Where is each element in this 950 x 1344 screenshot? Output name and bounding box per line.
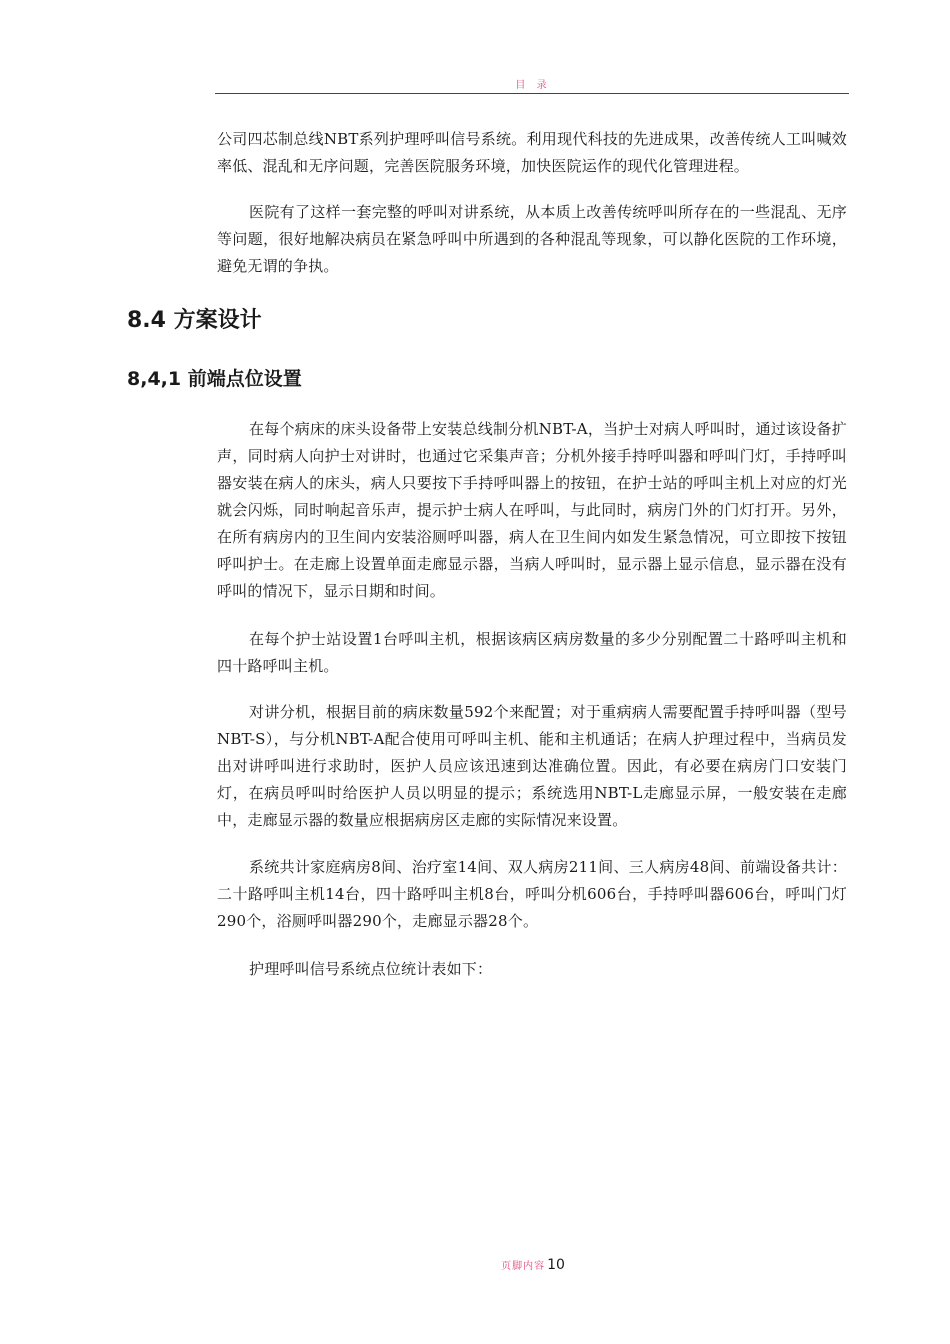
body-paragraph-2: 在每个护士站设置1台呼叫主机，根据该病区病房数量的多少分别配置二十路呼叫主机和四十路呼叫主机。: [217, 630, 847, 675]
intro-paragraph-2: 医院有了这样一套完整的呼叫对讲系统，从本质上改善传统呼叫所存在的一些混乱、无序等问题，很好地解决病员在紧急呼叫中所遇到的各种混乱等现象，可以静化医院的工作环境，避免无谓的争执。: [217, 203, 847, 275]
footer-label: 页脚内容: [501, 1261, 546, 1272]
body-paragraph-5: 护理呼叫信号系统点位统计表如下：: [249, 960, 493, 978]
page-footer: [0, 1254, 950, 1273]
intro-paragraph-1: 公司四芯制总线NBT系列护理呼叫信号系统。利用现代科技的先进成果，改善传统人工叫喊效率低、混乱和无序问题，完善医院服务环境，加快医院运作的现代化管理进程。: [217, 130, 847, 175]
body-paragraph-4: 系统共计家庭病房8间、治疗室14间、双人病房211间、三人病房48间、前端设备共计：二十路呼叫主机14台，四十路呼叫主机8台，呼叫分机606台，手持呼叫器606台，呼叫门灯290个，浴厕呼叫器290个，走廊显示器28个。: [217, 858, 847, 930]
running-header: 目 录: [515, 80, 551, 91]
section-heading: 8.4 方案设计: [127, 308, 262, 333]
subsection-heading: 8,4,1 前端点位设置: [127, 368, 302, 390]
body-paragraph-3: 对讲分机，根据目前的病床数量592个来配置；对于重病病人需要配置手持呼叫器（型号NBT-S），与分机NBT-A配合使用可呼叫主机、能和主机通话；在病人护理过程中，当病员发出对讲呼叫进行求助时，医护人员应该迅速到达准确位置。因此，有必要在病房门口安装门灯，在病员呼叫时给医护人员以明显的提示；系统选用NBT-L走廊显示屏，一般安装在走廊中，走廊显示器的数量应根据病房区走廊的实际情况来设置。: [217, 703, 847, 829]
page-number: 10: [547, 1257, 565, 1273]
body-paragraph-1: 在每个病床的床头设备带上安装总线制分机NBT-A，当护士对病人呼叫时，通过该设备扩声，同时病人向护士对讲时，也通过它采集声音；分机外接手持呼叫器和呼叫门灯，手持呼叫器安装在病人的床头，病人只要按下手持呼叫器上的按钮，在护士站的呼叫主机上对应的灯光就会闪烁，同时响起音乐声，提示护士病人在呼叫，与此同时，病房门外的门灯打开。另外，在所有病房内的卫生间内安装浴厕呼叫器，病人在卫生间内如发生紧急情况，可立即按下按钮呼叫护士。在走廊上设置单面走廊显示器，当病人呼叫时，显示器上显示信息，显示器在没有呼叫的情况下，显示日期和时间。: [217, 420, 847, 600]
header-divider: [215, 93, 849, 94]
